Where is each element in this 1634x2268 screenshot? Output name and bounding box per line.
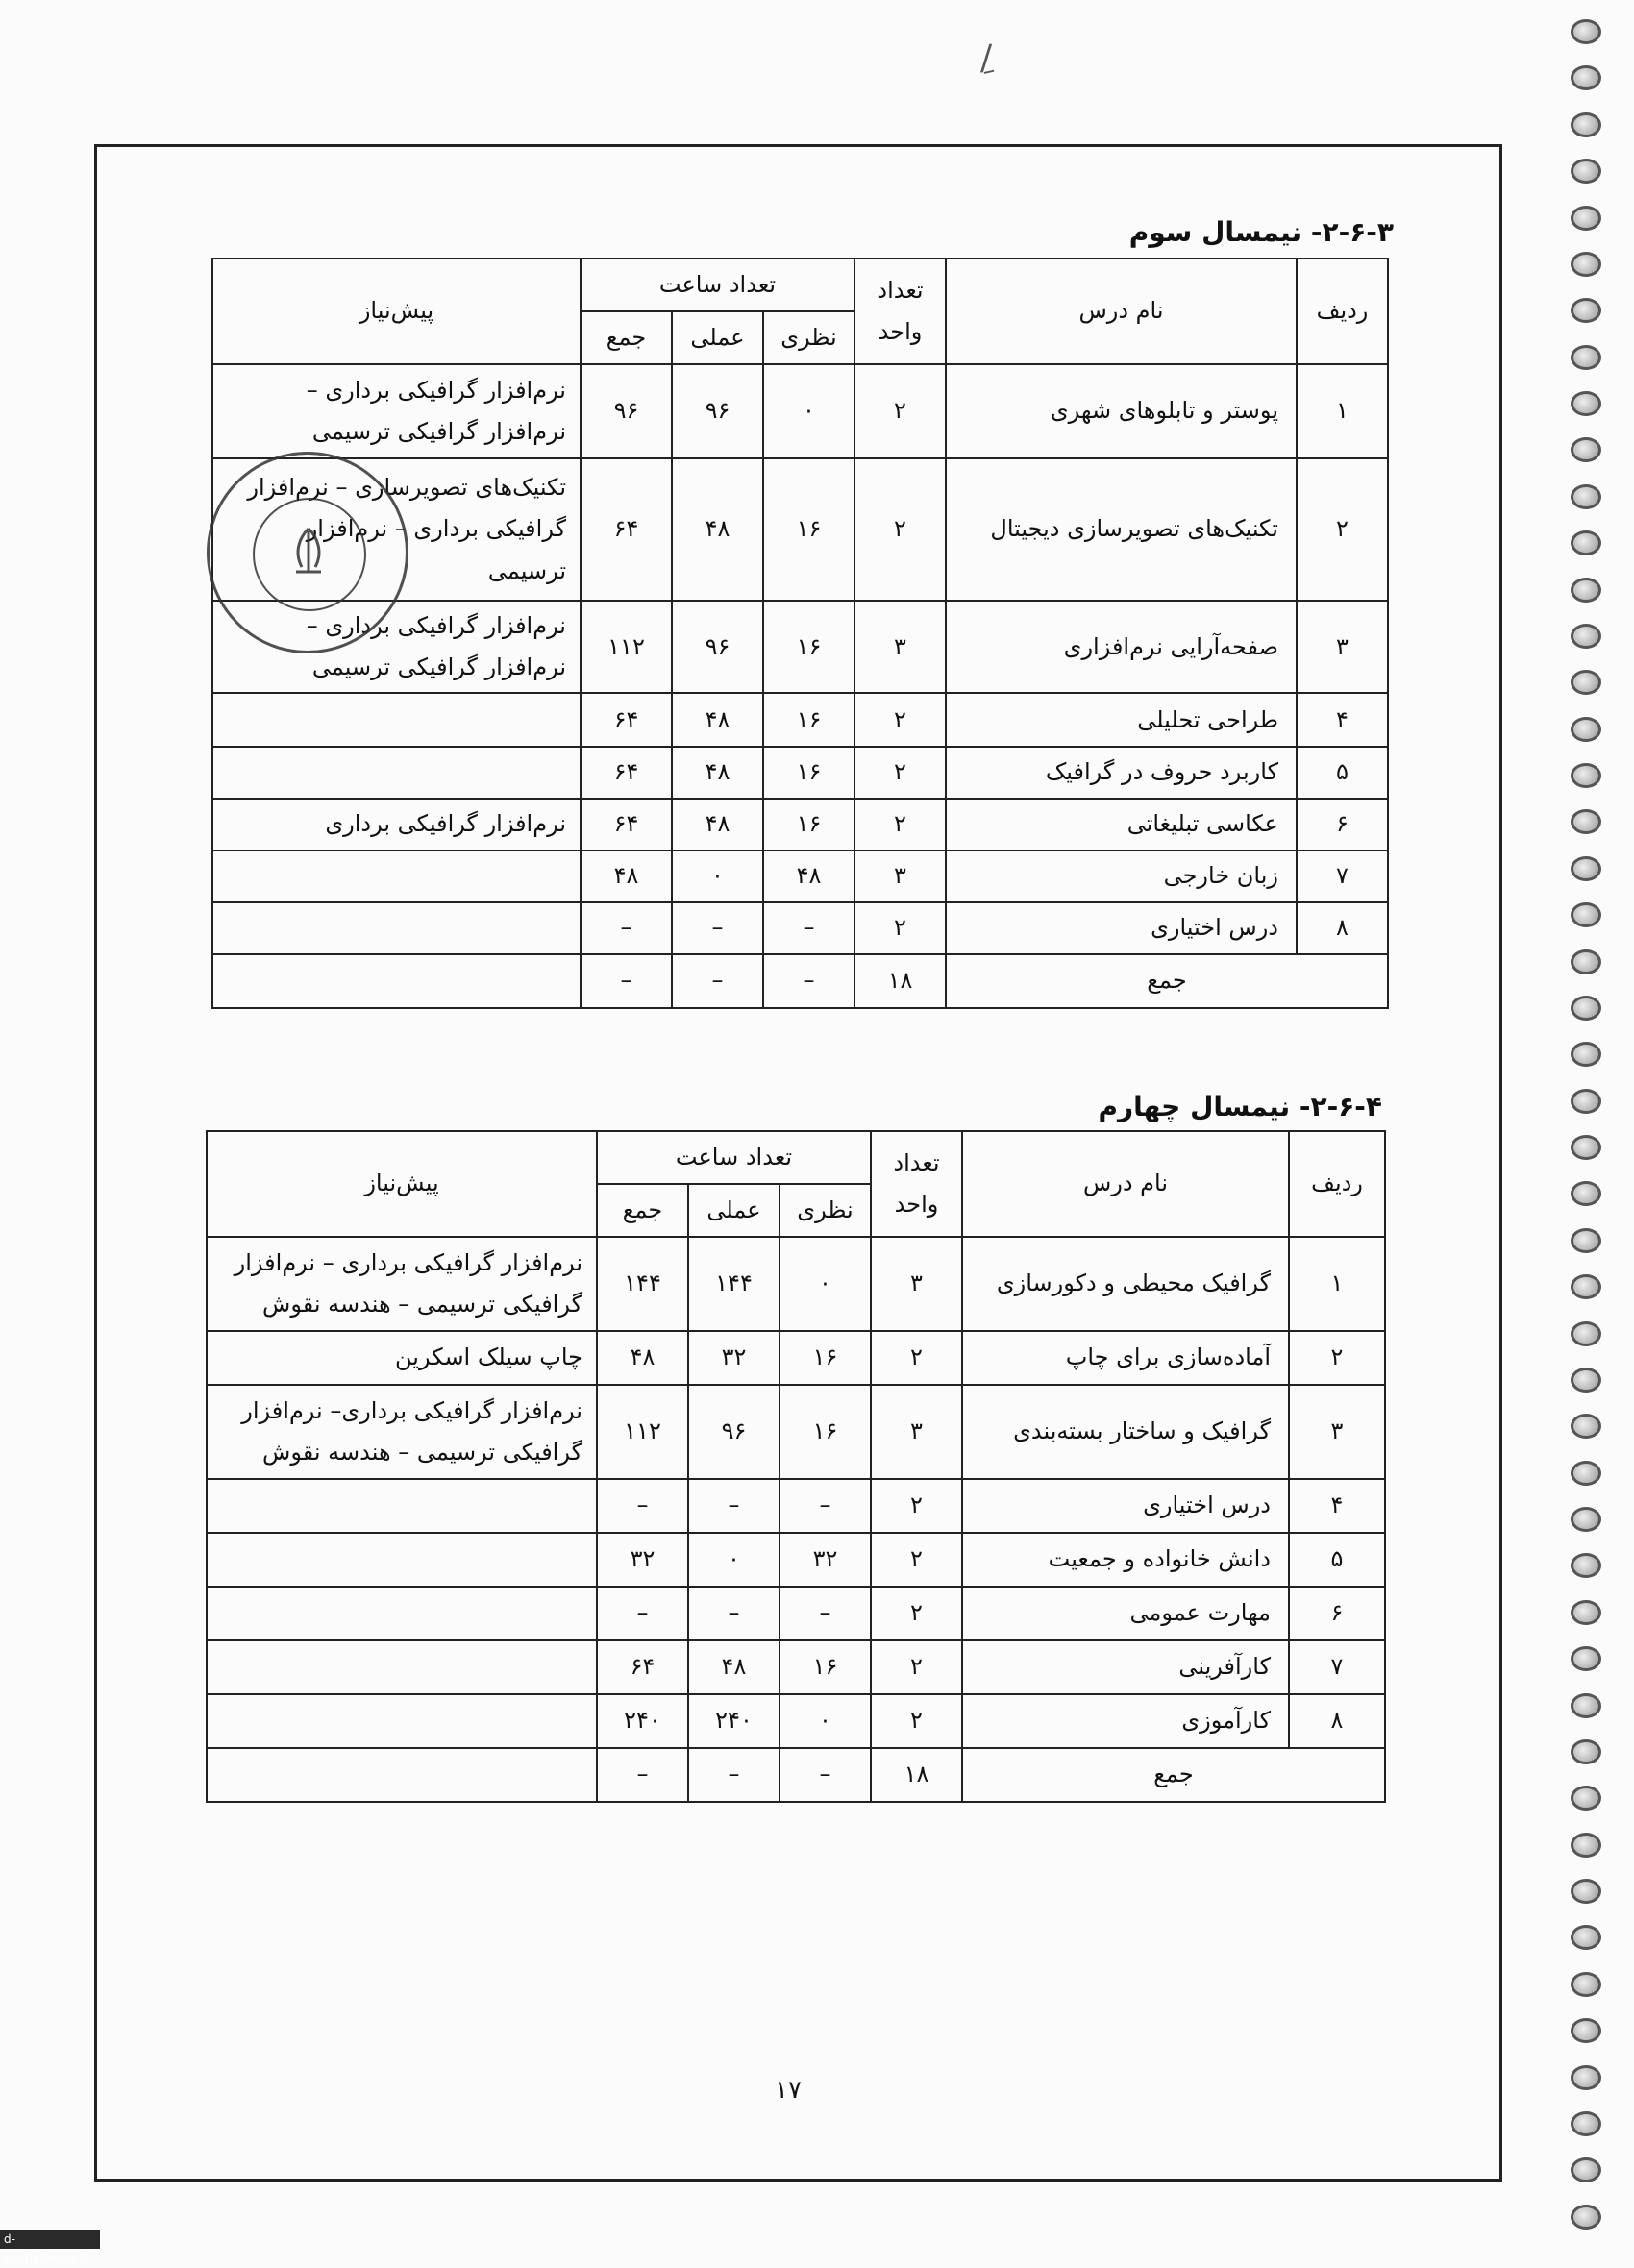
spiral-ring: [1571, 670, 1601, 695]
practical-hours-cell: ۴۸: [672, 799, 763, 850]
theory-hours-cell: ۰: [780, 1694, 871, 1748]
row-number-cell: ۱: [1297, 364, 1388, 458]
spiral-ring: [1571, 1228, 1601, 1253]
spiral-ring: [1571, 856, 1601, 881]
table-row: [207, 1533, 1385, 1587]
table-row: [212, 693, 1388, 747]
theory-hours-cell: ۱۶: [763, 799, 854, 850]
total-hours-cell: ۶۴: [597, 1640, 688, 1694]
units-cell: ۲: [871, 1694, 962, 1748]
spiral-ring: [1571, 578, 1601, 603]
table-row: [212, 799, 1388, 850]
spiral-ring: [1571, 763, 1601, 788]
header-practical: عملی: [672, 311, 763, 364]
course-name-cell: پوستر و تابلوهای شهری: [946, 364, 1297, 458]
practical-hours-cell: ۹۶: [672, 601, 763, 693]
table-body-semester-4: [207, 1237, 1385, 1802]
spiral-ring: [1571, 1321, 1601, 1346]
table-row: [207, 1331, 1385, 1385]
spiral-ring: [1571, 1042, 1601, 1067]
practical-hours-cell: ۱۴۴: [688, 1237, 780, 1331]
spiral-ring: [1571, 345, 1601, 370]
header-prereq: پیش‌نیاز: [212, 259, 581, 364]
row-number-cell: ۶: [1289, 1587, 1385, 1640]
sum-row: [212, 954, 1388, 1008]
row-number-cell: ۷: [1289, 1640, 1385, 1694]
spiral-ring: [1571, 159, 1601, 184]
total-hours-cell: –: [597, 1587, 688, 1640]
spiral-ring: [1571, 65, 1601, 90]
practical-hours-cell: –: [672, 902, 763, 954]
row-number-cell: ۲: [1297, 458, 1388, 601]
course-name-cell: کارآفرینی: [962, 1640, 1289, 1694]
spiral-ring: [1571, 2018, 1601, 2043]
header-row: ردیف: [1289, 1131, 1385, 1237]
course-name-cell: طراحی تحلیلی: [946, 693, 1297, 747]
header-name: نام درس: [962, 1131, 1289, 1237]
spiral-ring: [1571, 1089, 1601, 1114]
spiral-ring: [1571, 717, 1601, 742]
total-hours-cell: ۱۴۴: [597, 1237, 688, 1331]
spiral-ring: [1571, 2205, 1601, 2230]
practical-hours-cell: ۴۸: [672, 747, 763, 798]
spiral-ring: [1571, 252, 1601, 277]
spiral-ring: [1571, 391, 1601, 416]
spiral-ring: [1571, 624, 1601, 649]
units-cell: ۲: [854, 693, 946, 747]
section-title-semester-3: ۲-۶-۳- نیمسال سوم: [1128, 216, 1394, 248]
practical-hours-cell: ۴۸: [688, 1640, 780, 1694]
spiral-ring: [1571, 996, 1601, 1021]
prerequisite-cell: نرم‌افزار گرافیکی برداری – نرم‌افزار گرافیکی ترسیمی – هندسه نقوش: [207, 1237, 597, 1331]
spiral-ring: [1571, 1181, 1601, 1206]
sum-prereq-cell: [212, 954, 581, 1008]
header-total: جمع: [581, 311, 672, 364]
units-cell: ۲: [854, 458, 946, 601]
table-row: [207, 1640, 1385, 1694]
units-cell: ۳: [871, 1237, 962, 1331]
units-cell: ۲: [871, 1587, 962, 1640]
sum-total-cell: –: [581, 954, 672, 1008]
prerequisite-cell: [212, 850, 581, 902]
prerequisite-cell: [207, 1479, 597, 1533]
spiral-ring: [1571, 1507, 1601, 1532]
sum-theory-cell: –: [780, 1748, 871, 1802]
prerequisite-cell: چاپ سیلک اسکرین: [207, 1331, 597, 1385]
row-number-cell: ۴: [1289, 1479, 1385, 1533]
row-number-cell: ۸: [1289, 1694, 1385, 1748]
footer-site-tag: d-neyriz.tvu.ac.ir: [0, 2230, 100, 2249]
spiral-ring: [1571, 530, 1601, 555]
header-name: نام درس: [946, 259, 1297, 364]
table-row: [212, 601, 1388, 693]
theory-hours-cell: –: [763, 902, 854, 954]
theory-hours-cell: ۳۲: [780, 1533, 871, 1587]
units-cell: ۲: [871, 1640, 962, 1694]
spiral-ring: [1571, 1833, 1601, 1858]
practical-hours-cell: –: [688, 1479, 780, 1533]
spiral-ring: [1571, 206, 1601, 231]
spiral-ring: [1571, 437, 1601, 462]
header-theory: نظری: [763, 311, 854, 364]
sum-theory-cell: –: [763, 954, 854, 1008]
course-name-cell: دانش خانواده و جمعیت: [962, 1533, 1289, 1587]
header-hours: تعداد ساعت: [581, 259, 854, 311]
prerequisite-cell: [207, 1587, 597, 1640]
course-name-cell: درس اختیاری: [946, 902, 1297, 954]
table-row: [212, 902, 1388, 954]
sum-units-cell: ۱۸: [854, 954, 946, 1008]
spiral-ring: [1571, 1739, 1601, 1764]
units-cell: ۲: [854, 902, 946, 954]
spiral-ring: [1571, 1461, 1601, 1486]
header-practical: عملی: [688, 1184, 780, 1237]
total-hours-cell: ۶۴: [581, 799, 672, 850]
spiral-ring: [1571, 1786, 1601, 1811]
spiral-ring: [1571, 112, 1601, 137]
row-number-cell: ۳: [1297, 601, 1388, 693]
header-hours: تعداد ساعت: [597, 1131, 871, 1184]
theory-hours-cell: ۱۶: [763, 458, 854, 601]
course-name-cell: عکاسی تبلیغاتی: [946, 799, 1297, 850]
header-total: جمع: [597, 1184, 688, 1237]
total-hours-cell: –: [581, 902, 672, 954]
table-row: [207, 1587, 1385, 1640]
course-name-cell: گرافیک محیطی و دکورسازی: [962, 1237, 1289, 1331]
header-units: تعداد واحد: [854, 259, 946, 364]
course-name-cell: کارآموزی: [962, 1694, 1289, 1748]
spiral-ring: [1571, 949, 1601, 974]
prerequisite-cell: [212, 902, 581, 954]
units-cell: ۲: [871, 1479, 962, 1533]
sum-units-cell: ۱۸: [871, 1748, 962, 1802]
spiral-ring: [1571, 1553, 1601, 1578]
total-hours-cell: ۲۴۰: [597, 1694, 688, 1748]
row-number-cell: ۱: [1289, 1237, 1385, 1331]
spiral-ring: [1571, 1879, 1601, 1904]
row-number-cell: ۶: [1297, 799, 1388, 850]
total-hours-cell: ۶۴: [581, 747, 672, 798]
spiral-ring: [1571, 1274, 1601, 1299]
course-table-semester-3: [211, 258, 1389, 1009]
prerequisite-cell: [207, 1533, 597, 1587]
row-number-cell: ۸: [1297, 902, 1388, 954]
units-cell: ۳: [871, 1385, 962, 1479]
units-cell: ۳: [854, 850, 946, 902]
total-hours-cell: ۹۶: [581, 364, 672, 458]
header-prereq: پیش‌نیاز: [207, 1131, 597, 1237]
total-hours-cell: ۴۸: [581, 850, 672, 902]
sum-practical-cell: –: [672, 954, 763, 1008]
total-hours-cell: –: [597, 1479, 688, 1533]
total-hours-cell: ۱۱۲: [597, 1385, 688, 1479]
spiral-ring: [1571, 1972, 1601, 1997]
practical-hours-cell: ۴۸: [672, 693, 763, 747]
course-name-cell: مهارت عمومی: [962, 1587, 1289, 1640]
prerequisite-cell: نرم‌افزار گرافیکی برداری– نرم‌افزار گرافیکی ترسیمی – هندسه نقوش: [207, 1385, 597, 1479]
sum-label-cell: جمع: [946, 954, 1388, 1008]
page-number: ۱۷: [775, 2076, 802, 2105]
practical-hours-cell: ۲۴۰: [688, 1694, 780, 1748]
sum-label-cell: جمع: [962, 1748, 1385, 1802]
total-hours-cell: ۶۴: [581, 458, 672, 601]
spiral-ring: [1571, 1414, 1601, 1439]
prerequisite-cell: نرم‌افزار گرافیکی برداری – نرم‌افزار گرافیکی ترسیمی: [212, 601, 581, 693]
spiral-binding: [1557, 19, 1615, 2230]
spiral-ring: [1571, 2157, 1601, 2182]
practical-hours-cell: –: [688, 1587, 780, 1640]
prerequisite-cell: نرم‌افزار گرافیکی برداری: [212, 799, 581, 850]
units-cell: ۲: [871, 1533, 962, 1587]
theory-hours-cell: ۱۶: [780, 1331, 871, 1385]
theory-hours-cell: ۱۶: [780, 1640, 871, 1694]
theory-hours-cell: ۰: [763, 364, 854, 458]
prerequisite-cell: نرم‌افزار گرافیکی برداری – نرم‌افزار گرافیکی ترسیمی: [212, 364, 581, 458]
spiral-ring: [1571, 298, 1601, 323]
prerequisite-cell: [207, 1640, 597, 1694]
table-body-semester-3: [212, 364, 1388, 1008]
theory-hours-cell: –: [780, 1587, 871, 1640]
table-row: [212, 747, 1388, 798]
spiral-ring: [1571, 1693, 1601, 1718]
table-row: [207, 1694, 1385, 1748]
practical-hours-cell: ۹۶: [688, 1385, 780, 1479]
course-name-cell: تکنیک‌های تصویرسازی دیجیتال: [946, 458, 1297, 601]
table-row: [212, 364, 1388, 458]
row-number-cell: ۳: [1289, 1385, 1385, 1479]
units-cell: ۲: [854, 747, 946, 798]
section-title-semester-4: ۲-۶-۴- نیمسال چهارم: [1098, 1091, 1382, 1122]
units-cell: ۲: [871, 1331, 962, 1385]
theory-hours-cell: ۱۶: [780, 1385, 871, 1479]
table-row: [207, 1237, 1385, 1331]
theory-hours-cell: ۰: [780, 1237, 871, 1331]
spiral-ring: [1571, 1135, 1601, 1160]
prerequisite-cell: [212, 693, 581, 747]
row-number-cell: ۲: [1289, 1331, 1385, 1385]
practical-hours-cell: ۰: [688, 1533, 780, 1587]
sum-prereq-cell: [207, 1748, 597, 1802]
prerequisite-cell: [212, 747, 581, 798]
spiral-ring: [1571, 1368, 1601, 1393]
theory-hours-cell: ۱۶: [763, 693, 854, 747]
table-row: [207, 1479, 1385, 1533]
course-name-cell: کاربرد حروف در گرافیک: [946, 747, 1297, 798]
sum-total-cell: –: [597, 1748, 688, 1802]
row-number-cell: ۵: [1297, 747, 1388, 798]
theory-hours-cell: ۱۶: [763, 747, 854, 798]
total-hours-cell: ۴۸: [597, 1331, 688, 1385]
sum-practical-cell: –: [688, 1748, 780, 1802]
spiral-ring: [1571, 2065, 1601, 2090]
header-theory: نظری: [780, 1184, 871, 1237]
sum-row: [207, 1748, 1385, 1802]
row-number-cell: ۴: [1297, 693, 1388, 747]
table-row: [207, 1385, 1385, 1479]
spiral-ring: [1571, 19, 1601, 44]
practical-hours-cell: ۹۶: [672, 364, 763, 458]
spiral-ring: [1571, 1646, 1601, 1671]
prerequisite-cell: [207, 1694, 597, 1748]
handwritten-mark: ِ∕: [980, 38, 993, 78]
spiral-ring: [1571, 809, 1601, 834]
practical-hours-cell: ۴۸: [672, 458, 763, 601]
header-row: ردیف: [1297, 259, 1388, 364]
course-name-cell: زبان خارجی: [946, 850, 1297, 902]
spiral-ring: [1571, 902, 1601, 927]
spiral-ring: [1571, 2111, 1601, 2136]
practical-hours-cell: ۰: [672, 850, 763, 902]
official-stamp: [207, 452, 408, 653]
spiral-ring: [1571, 1925, 1601, 1950]
course-name-cell: درس اختیاری: [962, 1479, 1289, 1533]
theory-hours-cell: ۴۸: [763, 850, 854, 902]
course-name-cell: گرافیک و ساختار بسته‌بندی: [962, 1385, 1289, 1479]
total-hours-cell: ۳۲: [597, 1533, 688, 1587]
course-table-semester-4: [206, 1130, 1386, 1803]
theory-hours-cell: ۱۶: [763, 601, 854, 693]
row-number-cell: ۷: [1297, 850, 1388, 902]
units-cell: ۲: [854, 364, 946, 458]
prerequisite-cell: تکنیک‌های تصویرسازی – نرم‌افزار گرافیکی برداری – نرم‌افزار ترسیمی: [212, 458, 581, 601]
course-name-cell: آماده‌سازی برای چاپ: [962, 1331, 1289, 1385]
table-row: [212, 850, 1388, 902]
practical-hours-cell: ۳۲: [688, 1331, 780, 1385]
course-name-cell: صفحه‌آرایی نرم‌افزاری: [946, 601, 1297, 693]
units-cell: ۲: [854, 799, 946, 850]
spiral-ring: [1571, 484, 1601, 509]
emblem-icon: [285, 524, 333, 581]
header-units: تعداد واحد: [871, 1131, 962, 1237]
spiral-ring: [1571, 1600, 1601, 1625]
theory-hours-cell: –: [780, 1479, 871, 1533]
row-number-cell: ۵: [1289, 1533, 1385, 1587]
total-hours-cell: ۶۴: [581, 693, 672, 747]
units-cell: ۳: [854, 601, 946, 693]
total-hours-cell: ۱۱۲: [581, 601, 672, 693]
